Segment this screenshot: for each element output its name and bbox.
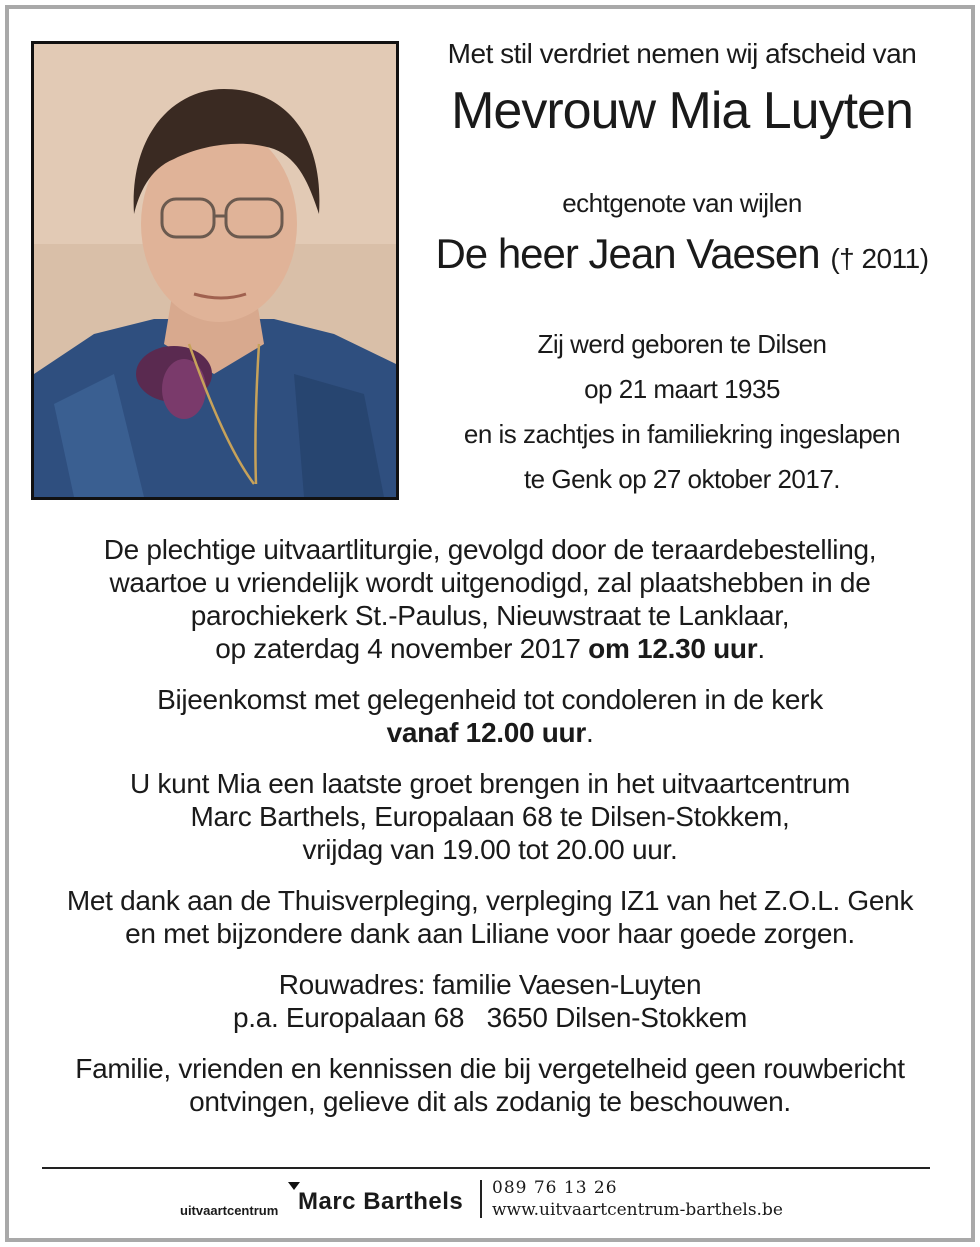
address-paragraph [20,968,960,1034]
thanks-line: en met bijzondere dank aan Liliane voor haar goede zorgen. [125,918,855,949]
farewell-line: vrijdag van 19.00 tot 20.00 uur. [302,834,678,865]
address-line: Rouwadres: familie Vaesen-Luyten [278,969,702,1000]
spouse-name: De heer Jean Vaesen [435,230,820,277]
spouse-death: († 2011) [830,243,929,274]
bio-line: op 21 maart 1935 [584,374,780,404]
thanks-line: Met dank aan de Thuisverpleging, verpleging IZ1 van het Z.O.L. Genk [66,885,914,916]
portrait-image [34,44,396,497]
funeral-details [20,533,960,1136]
liturgy-line: De plechtige uitvaartliturgie, gevolgd door de teraardebestelling, [103,534,877,565]
logo-small-text: uitvaartcentrum [180,1203,279,1218]
address-line: p.a. Europalaan 68 3650 Dilsen-Stokkem [232,1002,748,1033]
liturgy-paragraph [20,533,960,665]
condolence-time-line [20,716,960,749]
funeral-home-footer [180,1178,800,1222]
condolence-line: Bijeenkomst met gelegenheid tot condoleren in de kerk [157,684,823,715]
phone-number: 089 76 13 26 [492,1178,618,1198]
announcement-header [404,36,960,502]
notice-paragraph [20,1052,960,1118]
liturgy-end: . [757,633,765,664]
footer-separator [480,1180,482,1218]
portrait-photo [31,41,399,500]
spouse-intro: echtgenote van wijlen [562,188,802,218]
condolence-time: vanaf 12.00 uur [386,717,586,748]
bio-line: Zij werd geboren te Dilsen [537,329,827,359]
liturgy-date-line [20,632,960,665]
biography [404,322,960,502]
farewell-line: U kunt Mia een laatste groet brengen in het uitvaartcentrum [129,768,851,799]
bio-line: te Genk op 27 oktober 2017. [523,464,841,494]
spouse-line [404,227,960,286]
liturgy-date: op zaterdag 4 november 2017 [215,633,589,664]
notice-line: ontvingen, gelieve dit als zodanig te beschouwen. [189,1086,791,1117]
notice-line: Familie, vrienden en kennissen die bij vergetelheid geen rouwbericht [75,1053,905,1084]
logo-name: Marc Barthels [298,1188,464,1215]
bio-line: en is zachtjes in familiekring ingeslapen [463,419,901,449]
condolence-paragraph [20,683,960,749]
farewell-paragraph [20,767,960,866]
liturgy-line: parochiekerk St.-Paulus, Nieuwstraat te Lanklaar, [190,600,790,631]
condolence-end: . [585,717,594,748]
liturgy-line: waartoe u vriendelijk wordt uitgenodigd, zal plaatshebben in de [109,567,871,598]
footer-divider [42,1167,930,1169]
intro-text: Met stil verdriet nemen wij afscheid van [447,38,917,69]
deceased-name: Mevrouw Mia Luyten [451,82,913,140]
liturgy-time: om 12.30 uur [588,633,758,664]
thanks-paragraph [20,884,960,950]
website-link[interactable]: www.uitvaartcentrum-barthels.be [492,1200,783,1220]
farewell-line: Marc Barthels, Europalaan 68 te Dilsen-Stokkem, [190,801,790,832]
